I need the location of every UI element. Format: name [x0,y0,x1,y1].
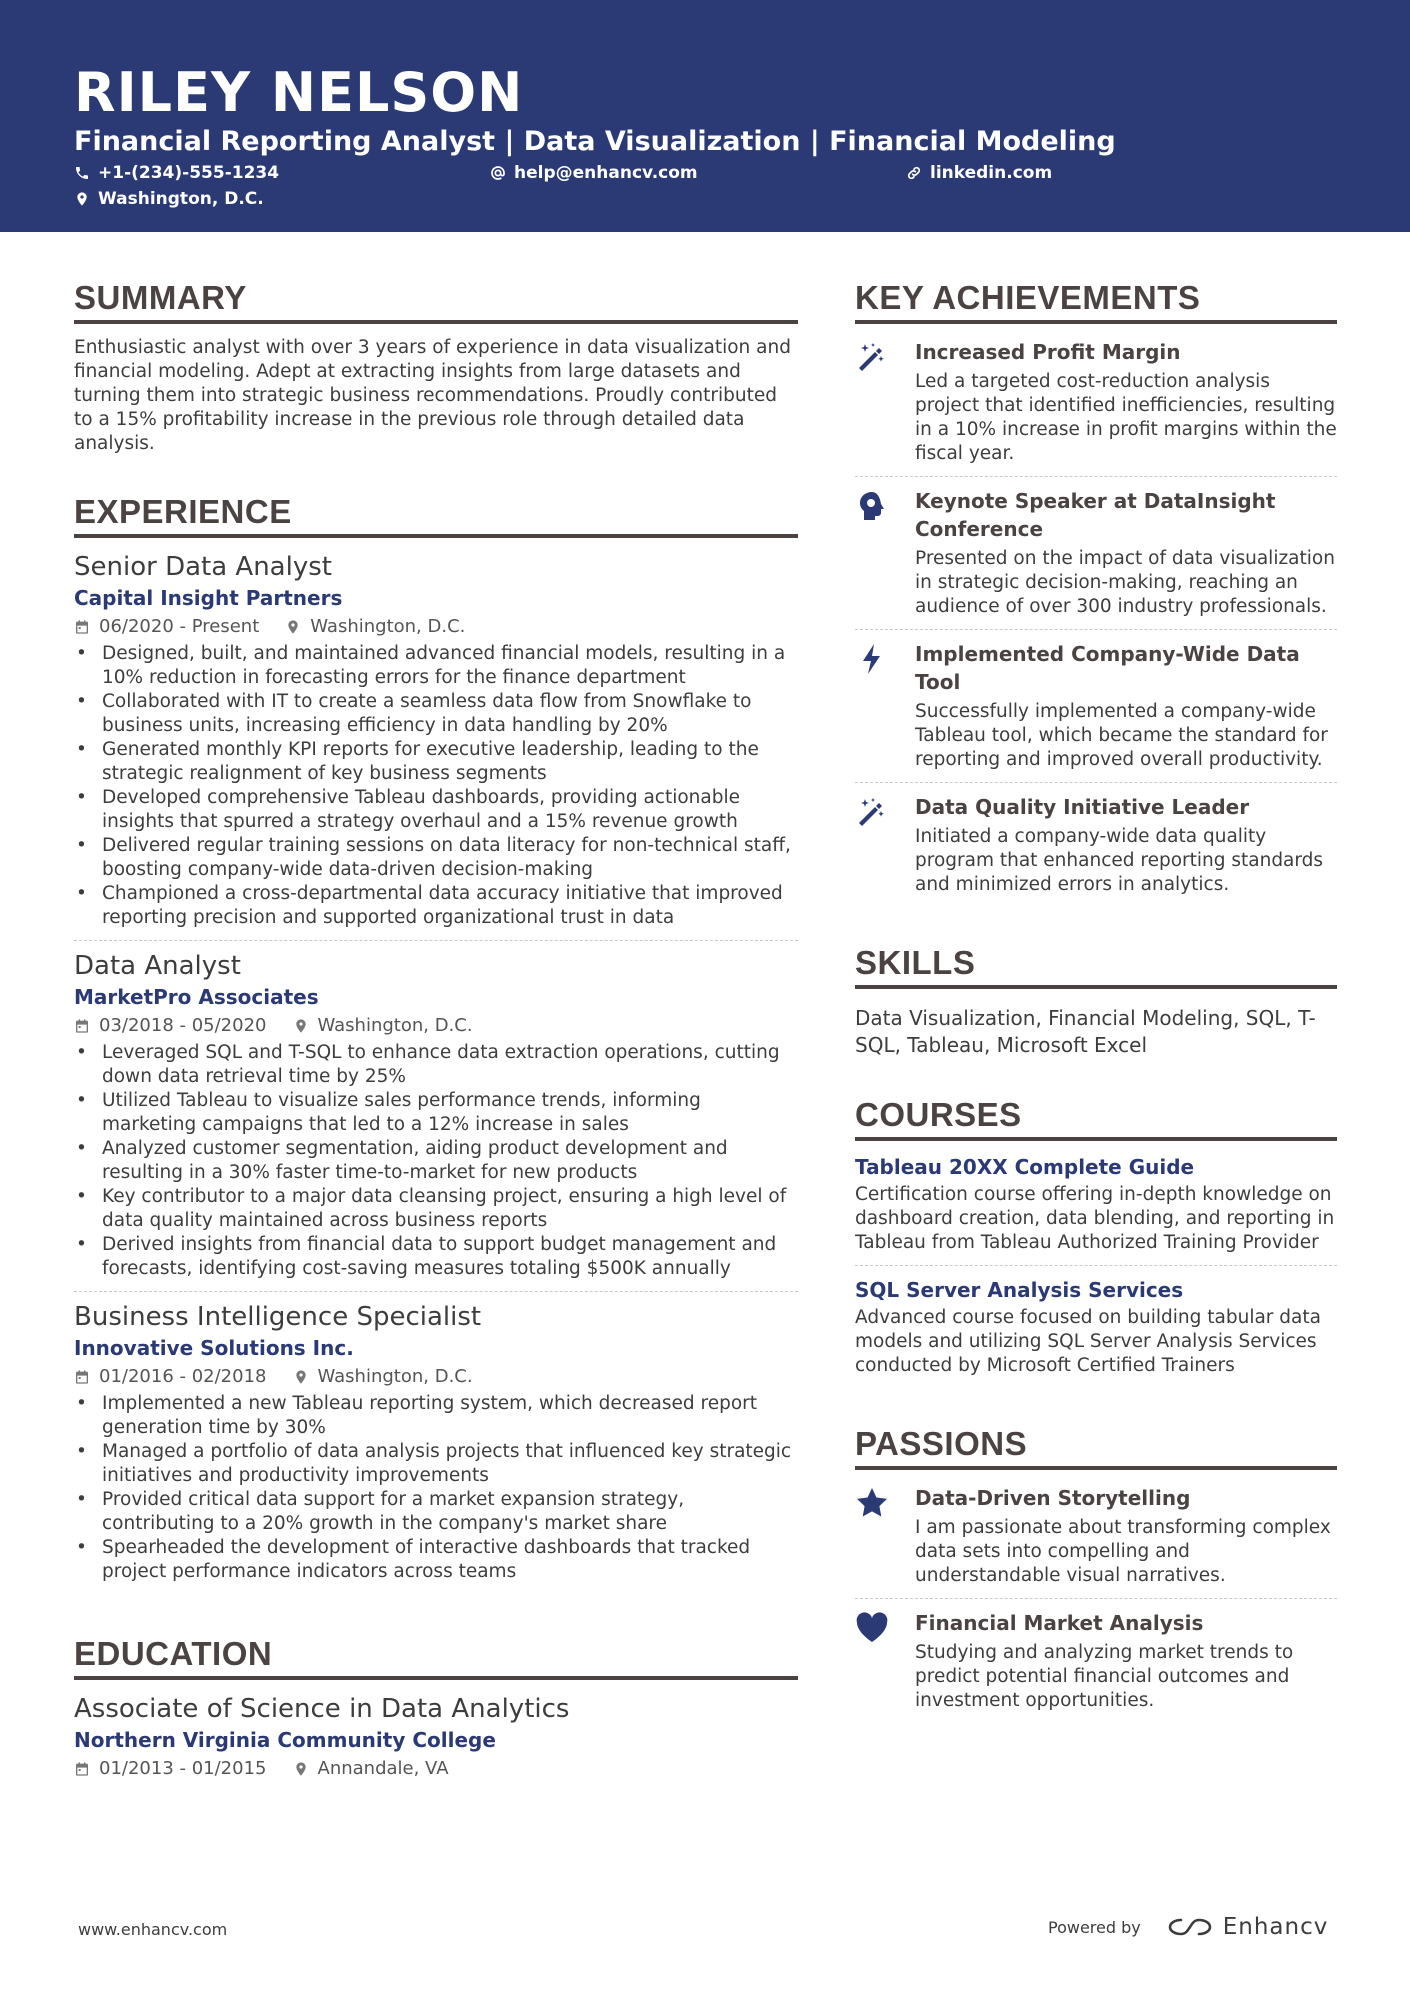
achievement-title: Implemented Company-Wide Data Tool [915,642,1300,694]
bullet-item: • Delivered regular training sessions on data literacy for non-technical staff, boosting company-wide data-driven decision-making [74,834,798,882]
achievement-title: Data Quality Initiative Leader [915,795,1250,819]
calendar-icon [74,1018,90,1034]
bullet-item: • Key contributor to a major data cleansing project, ensuring a high level of data quality maintained across business reports [74,1185,798,1233]
achievement-desc: Led a targeted cost-reduction analysis project that identified inefficiencies, resulting in a 10% increase in profit margins within the fiscal year. [915,371,1337,464]
education-meta [74,1756,798,1782]
skills-list: Data Visualization, Financial Modeling, SQL, T-SQL, Tableau, Microsoft Excel [855,1006,1316,1057]
achievement-title: Increased Profit Margin [915,340,1181,364]
passion-item [855,1474,1337,1599]
achievement-item [855,630,1337,783]
skills-heading: SKILLS [855,943,1337,989]
achievement-item [855,477,1337,630]
bullet-item: • Analyzed customer segmentation, aiding product development and resulting in a 30% faster time-to-market for new products [74,1137,798,1185]
achievement-title: Keynote Speaker at DataInsight Conference [915,489,1276,541]
skills-section [855,943,1337,1059]
magic-wand-icon [855,340,889,374]
company-name: Capital Insight Partners [74,586,343,610]
summary-section [74,278,798,456]
job-title: Data Analyst [74,951,241,981]
bullet-item: • Generated monthly KPI reports for executive leadership, leading to the strategic realignment of key business segments [74,738,798,786]
experience-entry [74,1300,798,1594]
left-column [74,278,798,1818]
calendar-icon [74,619,90,635]
star-icon [855,1486,889,1520]
achievement-desc: Presented on the impact of data visualization in strategic decision-making, reaching an audience of over 300 industry professionals. [915,548,1335,617]
contact-linkedin[interactable] [906,162,1052,184]
location-text: Washington, D.C. [98,189,264,209]
passion-item [855,1599,1337,1723]
calendar-icon [74,1761,90,1777]
experience-section [74,492,798,1594]
contact-email[interactable] [490,162,698,184]
bullet-item: • Spearheaded the development of interactive dashboards that tracked project performance indicators across teams [74,1536,798,1584]
bullet-item: • Derived insights from financial data to support budget management and forecasts, identifying cost-saving measures totaling $500K annually [74,1233,798,1281]
bullet-item: • Implemented a new Tableau reporting system, which decreased report generation time by 30% [74,1392,798,1440]
achievement-item [855,328,1337,477]
education-location: Annandale, VA [317,1758,449,1779]
job-title: Business Intelligence Specialist [74,1302,482,1332]
powered-by-text: Powered by [1048,1917,1141,1937]
achievements-section [855,278,1337,907]
company-name: MarketPro Associates [74,985,319,1009]
heart-icon [855,1611,889,1645]
bullet-item: • Collaborated with IT to create a seamless data flow from Snowflake to business units, increasing efficiency in data handling by 20% [74,690,798,738]
passion-title: Financial Market Analysis [915,1611,1204,1635]
email-text: help@enhancv.com [514,163,698,183]
bullet-item: • Designed, built, and maintained advanced financial models, resulting in a 10% reduction in forecasting errors for the finance department [74,642,798,690]
company-name: Innovative Solutions Inc. [74,1336,354,1360]
job-dates: 03/2018 - 05/2020 [99,1015,267,1036]
map-pin-icon [293,1761,309,1777]
map-pin-icon [293,1369,309,1385]
courses-heading: COURSES [855,1095,1337,1141]
education-dates: 01/2013 - 01/2015 [99,1758,267,1779]
bullet-item: • Championed a cross-departmental data accuracy initiative that improved reporting precision and supported organizational trust in data [74,882,798,930]
education-section [74,1634,798,1782]
experience-entry [74,949,798,1292]
right-column [855,278,1337,1759]
head-profile-icon [855,489,889,523]
bullet-item: • Leveraged SQL and T-SQL to enhance data extraction operations, cutting down data retrieval time by 25% [74,1041,798,1089]
job-dates: 06/2020 - Present [99,616,260,637]
footer-website[interactable]: www.enhancv.com [78,1920,228,1939]
course-desc: Advanced course focused on building tabular data models and utilizing SQL Server Analysis Services conducted by Microsoft Certified Trainers [855,1307,1321,1376]
map-pin-icon [74,191,90,207]
resume-header [0,0,1410,232]
job-location: Washington, D.C. [310,616,466,637]
job-bullets [74,642,798,930]
course-title: SQL Server Analysis Services [855,1278,1184,1302]
experience-entry [74,550,798,941]
course-desc: Certification course offering in-depth knowledge on dashboard creation, data blending, and reporting in Tableau from Tableau Authorized Training Provider [855,1184,1335,1253]
passion-desc: I am passionate about transforming complex data sets into compelling and understandable visual narratives. [915,1517,1331,1586]
footer-branding [1048,1914,1328,1940]
contact-location [74,188,264,210]
summary-text: Enthusiastic analyst with over 3 years of experience in data visualization and financial modeling. Adept at extracting insights from large datasets and turning them into strategic business recommendations. Proudly contributed to a 15% profitability increase in the previous role through detailed data analysis. [74,337,791,454]
phone-text: +1-(234)-555-1234 [98,163,280,183]
bullet-item: • Provided critical data support for a market expansion strategy, contributing to a 20% growth in the company's market share [74,1488,798,1536]
bullet-item: • Managed a portfolio of data analysis projects that influenced key strategic initiatives and productivity improvements [74,1440,798,1488]
job-bullets [74,1392,798,1584]
job-dates: 01/2016 - 02/2018 [99,1366,267,1387]
passions-section [855,1424,1337,1723]
job-meta [74,1013,798,1039]
course-item [855,1153,1337,1266]
passion-desc: Studying and analyzing market trends to predict potential financial outcomes and investment opportunities. [915,1642,1294,1711]
education-heading: EDUCATION [74,1634,798,1680]
job-bullets [74,1041,798,1281]
achievement-desc: Initiated a company-wide data quality program that enhanced reporting standards and minimized errors in analytics. [915,826,1324,895]
job-meta [74,1364,798,1390]
candidate-tagline: Financial Reporting Analyst | Data Visualization | Financial Modeling [74,126,1116,157]
school-name: Northern Virginia Community College [74,1728,496,1752]
job-location: Washington, D.C. [317,1366,473,1387]
job-meta [74,614,798,640]
passion-title: Data-Driven Storytelling [915,1486,1191,1510]
job-title: Senior Data Analyst [74,552,332,582]
achievements-heading: KEY ACHIEVEMENTS [855,278,1337,324]
bullet-item: • Developed comprehensive Tableau dashboards, providing actionable insights that spurred a strategy overhaul and a 15% revenue growth [74,786,798,834]
linkedin-text: linkedin.com [930,163,1053,183]
job-location: Washington, D.C. [317,1015,473,1036]
summary-heading: SUMMARY [74,278,798,324]
calendar-icon [74,1369,90,1385]
enhancv-logo[interactable] [1167,1914,1329,1940]
experience-heading: EXPERIENCE [74,492,798,538]
contact-phone[interactable] [74,162,279,184]
magic-wand-icon [855,795,889,829]
phone-icon [74,165,90,181]
map-pin-icon [293,1018,309,1034]
courses-section [855,1095,1337,1388]
brand-name: Enhancv [1222,1914,1329,1940]
passions-heading: PASSIONS [855,1424,1337,1470]
course-item [855,1276,1337,1388]
enhancv-logo-icon [1167,1916,1213,1938]
bullet-item: • Utilized Tableau to visualize sales performance trends, informing marketing campaigns that led to a 12% increase in sales [74,1089,798,1137]
at-sign-icon [490,165,506,181]
achievement-item [855,783,1337,907]
degree-title: Associate of Science in Data Analytics [74,1694,570,1724]
link-icon [906,165,922,181]
course-title: Tableau 20XX Complete Guide [855,1155,1195,1179]
map-pin-icon [285,619,301,635]
lightning-bolt-icon [855,642,889,676]
achievement-desc: Successfully implemented a company-wide Tableau tool, which became the standard for reporting and improved overall productivity. [915,701,1328,770]
candidate-name: RILEY NELSON [74,61,524,124]
